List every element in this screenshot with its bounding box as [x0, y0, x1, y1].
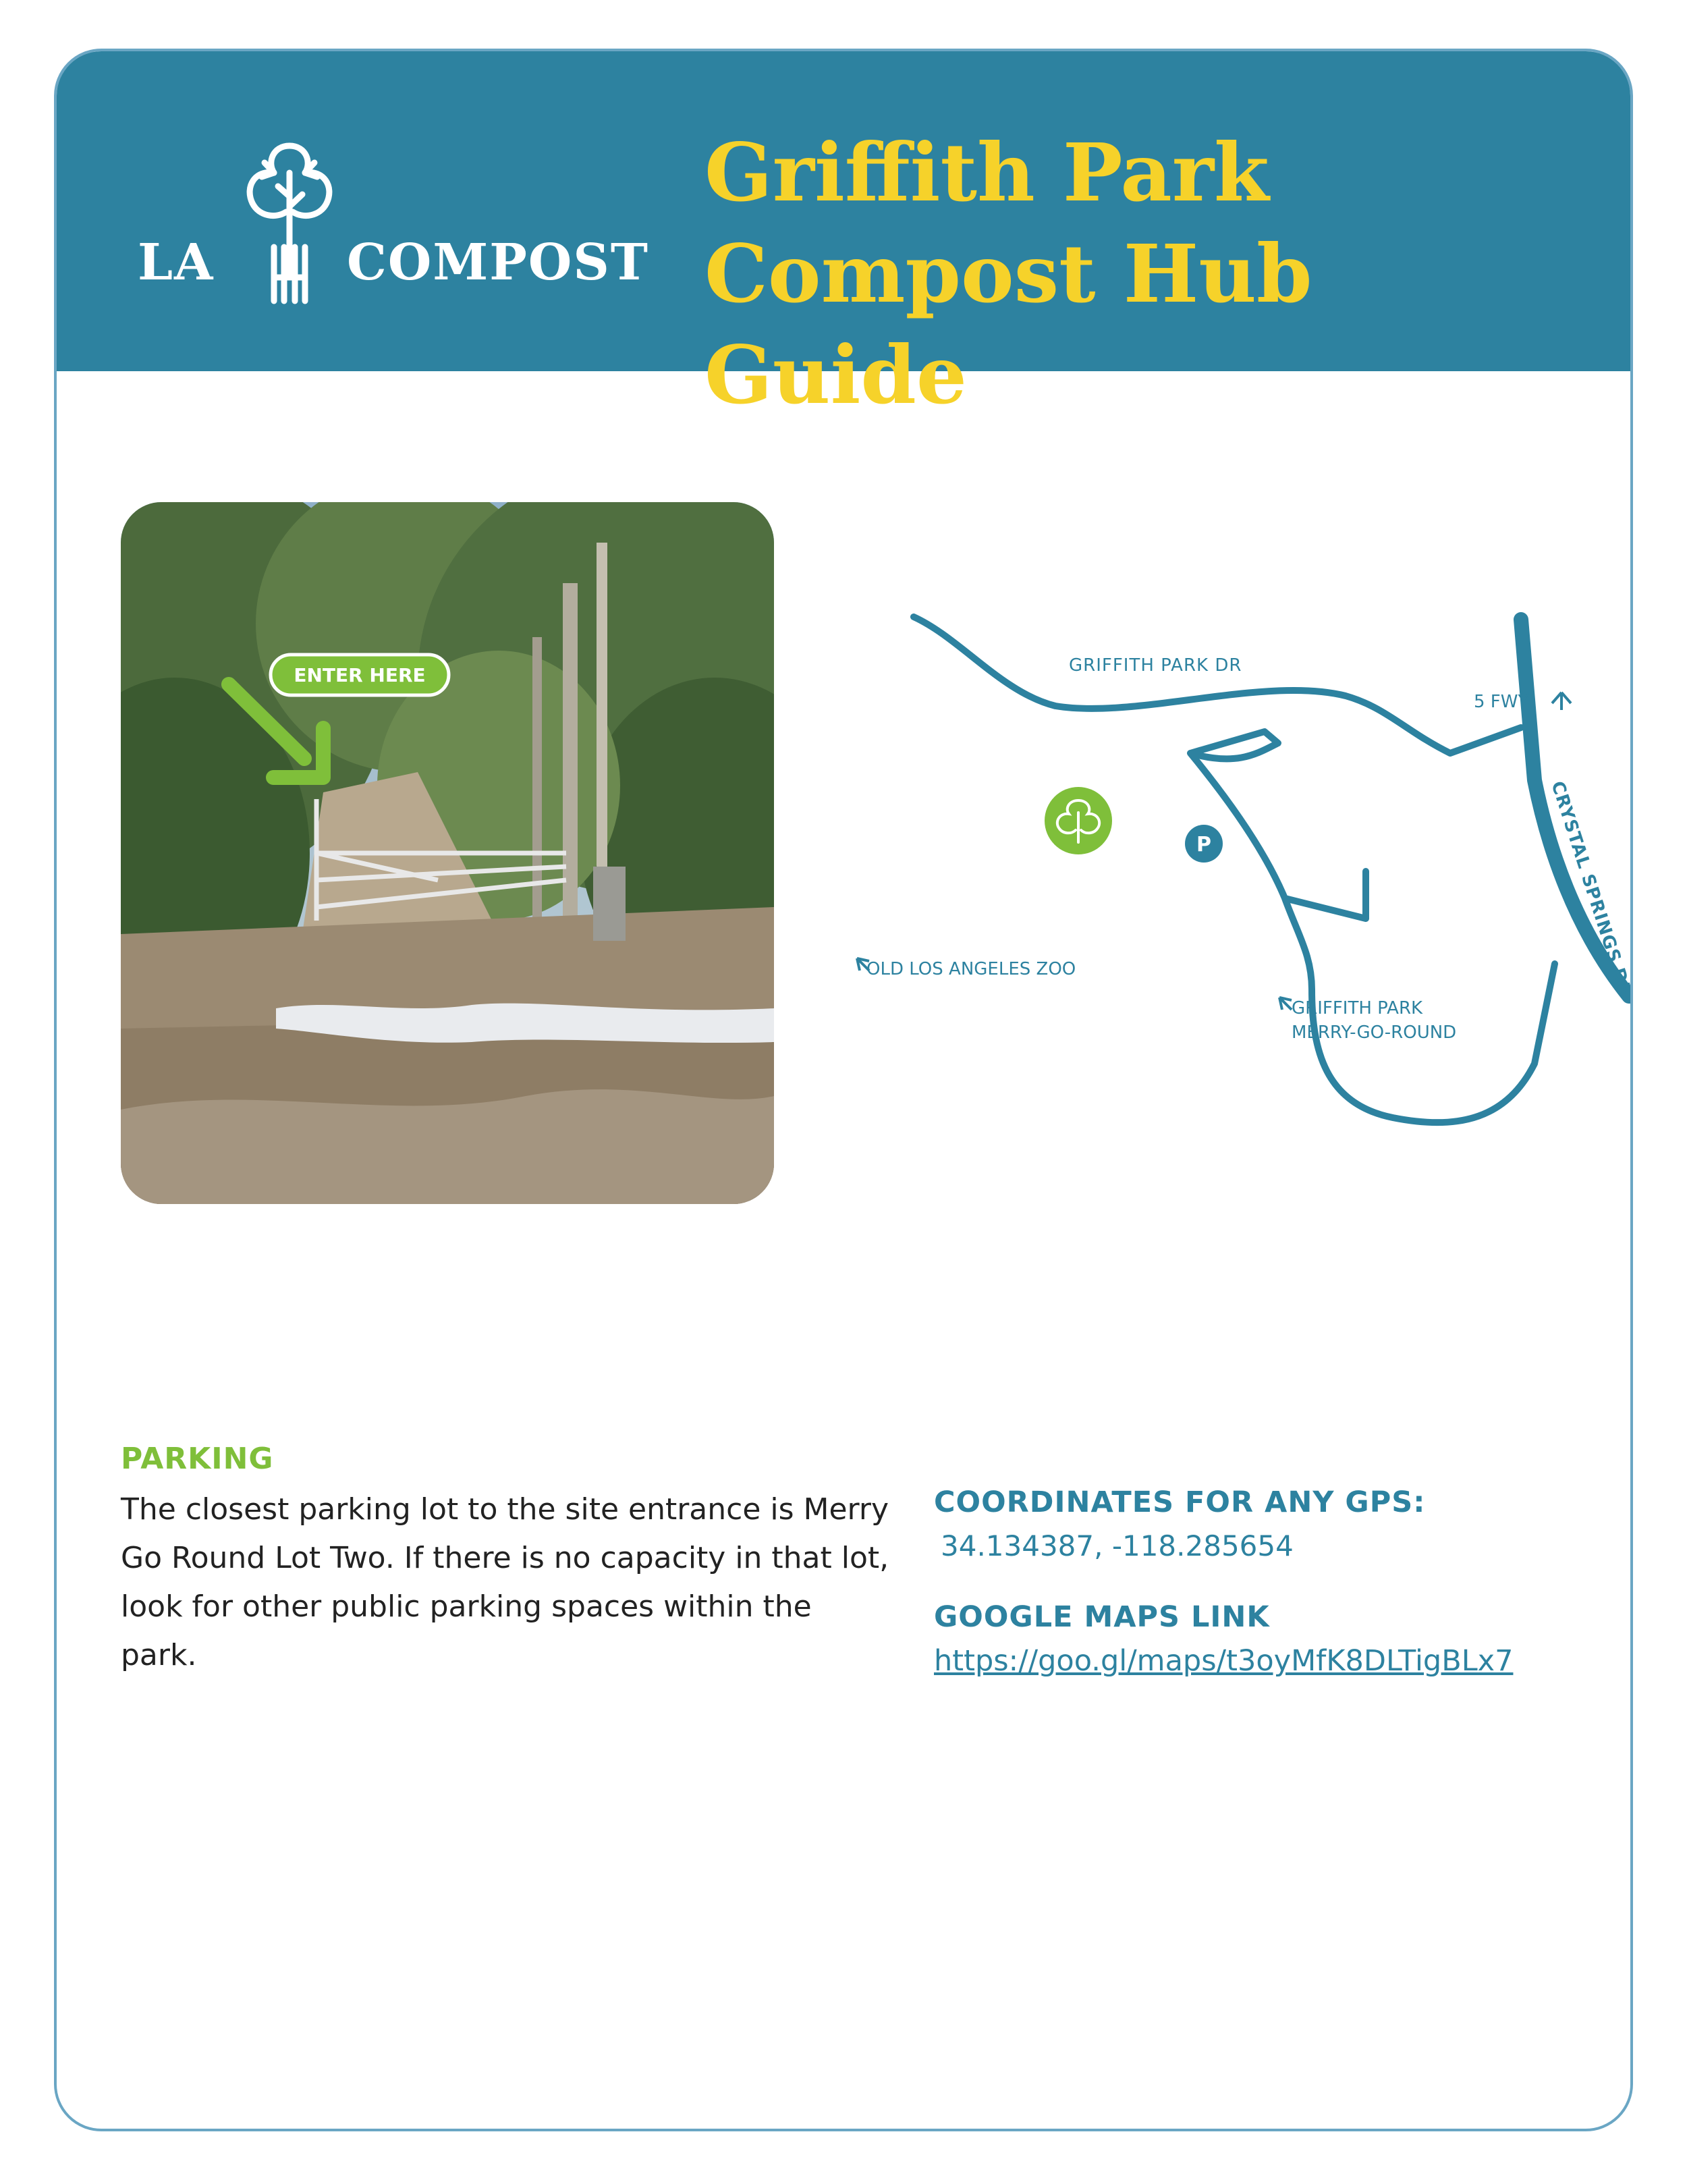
freeway-arrow-icon — [1552, 692, 1571, 710]
parking-description: The closest parking lot to the site entrance is Merry Go Round Lot Two. If there is no capacity in that lot, look for other public parking spaces within the park. — [121, 1492, 889, 1672]
header-banner — [57, 51, 1630, 422]
compost-hub-icon — [1045, 787, 1112, 854]
site-entrance-photo — [121, 502, 774, 1204]
crystal-springs-dr-label: CRYSTAL SPRINGS DR — [1547, 778, 1636, 1000]
griffith-park-dr-road — [914, 617, 1521, 753]
freeway-label: 5 FWY — [1474, 692, 1529, 712]
old-zoo-label: OLD LOS ANGELES ZOO — [866, 959, 1076, 979]
coordinates-heading: COORDINATES FOR ANY GPS: — [934, 1485, 1426, 1519]
coordinates-value: 34.134387, -118.285654 — [941, 1529, 1294, 1562]
google-maps-heading: GOOGLE MAPS LINK — [934, 1600, 1270, 1634]
tree-fork-recycle-icon — [232, 132, 347, 308]
merry-go-round-label-line-1: GRIFFITH PARK — [1292, 998, 1423, 1018]
logo-la-text: LA — [138, 234, 215, 292]
site-entrance-image — [121, 502, 774, 1204]
page-title-line-1: Griffith Park — [704, 126, 1269, 219]
page-title — [704, 122, 1582, 426]
merry-go-round-label-line-2: MERRY-GO-ROUND — [1292, 1022, 1457, 1043]
page-title-line-2: Compost Hub Guide — [704, 227, 1312, 422]
site-map — [826, 551, 1636, 1199]
logo-compost-text: COMPOST — [347, 234, 649, 292]
enter-here-label: ENTER HERE — [294, 664, 426, 686]
parking-marker-label: P — [1196, 833, 1211, 856]
enter-here-callout — [271, 655, 449, 695]
parking-heading: PARKING — [121, 1442, 274, 1476]
parking-icon — [1185, 825, 1223, 863]
google-maps-link[interactable]: https://goo.gl/maps/t3oyMfK8DLTigBLx7 — [934, 1644, 1514, 1678]
merry-go-round-loop-road — [1190, 732, 1555, 1122]
merry-go-round-arrow-icon — [1279, 998, 1292, 1010]
la-compost-logo — [138, 132, 649, 362]
griffith-park-dr-label: GRIFFITH PARK DR — [1069, 655, 1242, 676]
guide-card — [54, 49, 1636, 2131]
